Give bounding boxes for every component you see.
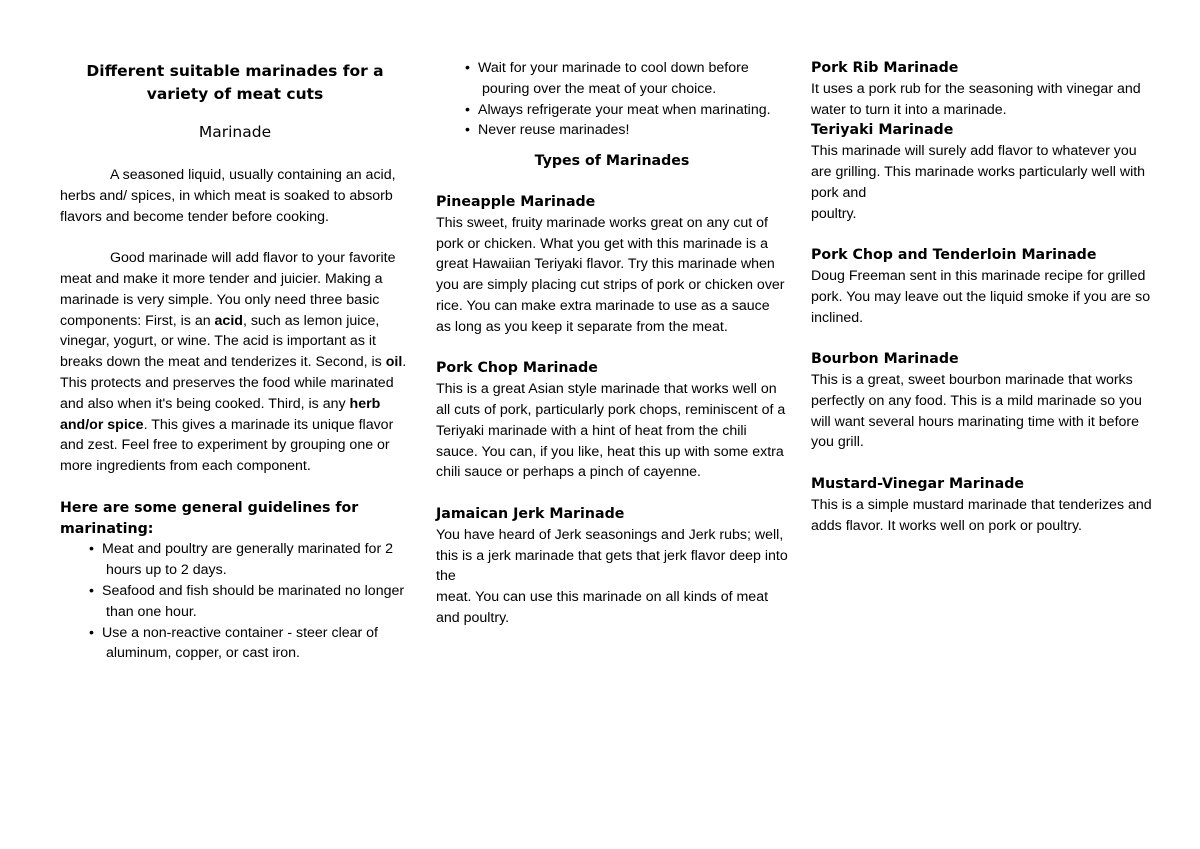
guidelines-heading: Here are some general guidelines for marinating:	[60, 499, 359, 537]
spacer	[811, 328, 1161, 349]
list-item	[60, 581, 410, 623]
marinade-description: It uses a pork rub for the seasoning with vinegar and water to turn it into a marinade.	[811, 80, 1141, 118]
intro-text-3: . This protects and preserves the food while marinated and also when it's being cooked. Third, is any	[60, 354, 407, 412]
marinade-name: Bourbon Marinade	[811, 351, 959, 368]
intro-text-4: . This gives a marinade its unique flavor and zest. Feel free to experiment by grouping one or more ingredients from each component.	[60, 416, 394, 475]
marinade-name: Mustard-Vinegar Marinade	[811, 475, 1025, 492]
marinade-teriyaki	[811, 120, 1161, 224]
spacer	[436, 338, 788, 359]
list-item	[60, 539, 410, 581]
bullet-icon: •	[89, 624, 94, 641]
spacer	[811, 224, 1161, 245]
spacer	[436, 483, 788, 504]
marinade-description: This is a great, sweet bourbon marinade that works perfectly on any food. This is a mild marinade so you will want several hours marinating time with it before you grill.	[811, 371, 1142, 451]
bullet-icon: •	[465, 101, 470, 118]
column-left	[60, 58, 410, 664]
bullet-icon: •	[465, 122, 470, 139]
bullet-icon: •	[89, 582, 94, 599]
list-item-text: Never reuse marinades!	[478, 122, 630, 139]
intro-text-1: Good marinade will add flavor to your favorite meat and make it more tender and juicier. Making a marinade is very simple. You only need three basic components: First, is an	[60, 250, 396, 329]
list-item-text: Seafood and fish should be marinated no longer than one hour.	[102, 582, 405, 620]
definition-paragraph: A seasoned liquid, usually containing an acid, herbs and/ spices, in which meat is soaked to absorb flavors and become tender before cooking.	[60, 167, 396, 225]
marinade-description-cont: meat. You can use this marinade on all kinds of meat and poultry.	[436, 589, 769, 626]
intro-text-2: , such as lemon juice, vinegar, yogurt, or wine. The acid is important as it breaks down the meat and tenderizes it. Second, is	[60, 312, 386, 371]
marinade-description: This is a simple mustard marinade that tenderizes and adds flavor. It works well on pork or poultry.	[811, 496, 1152, 534]
spacer	[60, 477, 410, 498]
marinade-pork-chop-tenderloin	[811, 245, 1161, 328]
intro-oil: oil	[385, 354, 403, 371]
marinade-pork-rib	[811, 58, 1161, 120]
list-item-text: Meat and poultry are generally marinated for 2 hours up to 2 days.	[102, 541, 394, 579]
spacer	[811, 453, 1161, 474]
marinade-name: Pork Chop and Tenderloin Marinade	[811, 247, 1097, 264]
list-item	[60, 623, 410, 665]
marinade-description-cont: inclined.	[811, 309, 864, 326]
marinade-name: Pork Chop Marinade	[436, 360, 598, 377]
types-heading: Types of Marinades	[534, 153, 690, 170]
column-middle	[436, 58, 788, 629]
list-item-text: Wait for your marinade to cool down before pouring over the meat of your choice.	[478, 60, 749, 97]
intro-herb: herb and/or spice	[60, 395, 381, 433]
marinade-name: Teriyaki Marinade	[811, 122, 954, 139]
intro-acid: acid	[214, 312, 243, 329]
marinade-name: Pork Rib Marinade	[811, 60, 959, 76]
marinade-description: This sweet, fruity marinade works great on any cut of pork or chicken. What you get with this marinade is a great Hawaiian Teriyaki flavor. Try this marinade when you are simply placing cut strips of pork or chicken over rice. You can make extra marinade to use as a sauce as long as you keep it separate from the meat.	[436, 214, 785, 335]
bullet-icon: •	[465, 60, 470, 76]
spacer	[60, 227, 410, 248]
list-item-text: Use a non-reactive container - steer clear of aluminum, copper, or cast iron.	[102, 624, 378, 662]
document-title: Different suitable marinades for a variety of meat cuts	[86, 62, 384, 103]
marinade-bourbon	[811, 349, 1161, 453]
list-item-text: Always refrigerate your meat when marinating.	[478, 101, 771, 118]
marinade-pork-chop	[436, 358, 788, 483]
section-title-marinade: Marinade	[198, 123, 272, 141]
marinade-description: This is a great Asian style marinade that works well on all cuts of pork, particularly pork chops, reminiscent of a	[436, 381, 786, 418]
list-item	[436, 58, 788, 100]
guidelines-list	[60, 539, 410, 664]
guidelines-list-continued	[436, 58, 788, 141]
marinade-description: You have heard of Jerk seasonings and Jerk rubs; well, this is a jerk marinade that gets that jerk flavor deep into the	[436, 526, 788, 585]
marinade-description-cont: Teriyaki marinade with a hint of heat from the chili sauce. You can, if you like, heat this up with some extra chili sauce or perhaps a pinch of cayenne.	[436, 422, 784, 481]
marinade-jamaican-jerk	[436, 504, 788, 629]
list-item	[436, 100, 788, 121]
intro-paragraph	[60, 248, 410, 477]
marinade-name: Pineapple Marinade	[436, 193, 596, 210]
marinade-description: This marinade will surely add flavor to whatever you are grilling. This marinade works particularly well with pork and	[811, 143, 1146, 201]
marinade-mustard-vinegar	[811, 474, 1161, 536]
marinade-name: Jamaican Jerk Marinade	[436, 505, 625, 522]
marinade-description: Doug Freeman sent in this marinade recipe for grilled pork. You may leave out the liquid smoke if you are so	[811, 267, 1151, 305]
marinade-pineapple	[436, 192, 788, 338]
marinade-description-cont: poultry.	[811, 205, 857, 222]
bullet-icon: •	[89, 541, 94, 558]
column-right	[811, 58, 1161, 536]
list-item	[436, 120, 788, 141]
